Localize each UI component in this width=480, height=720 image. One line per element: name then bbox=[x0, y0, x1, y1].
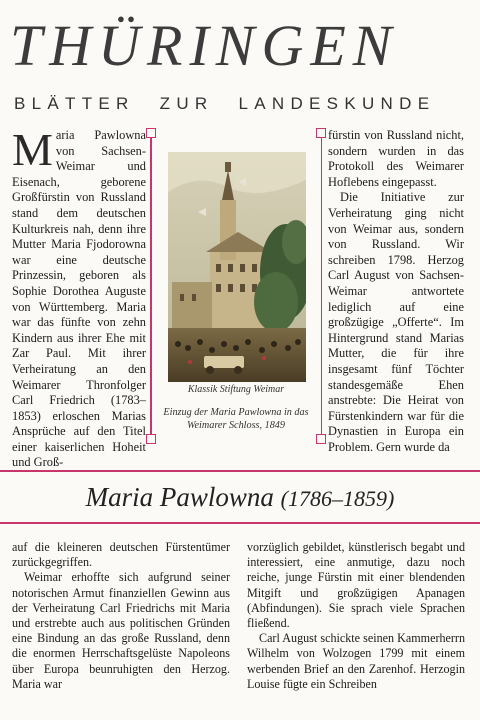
masthead-subtitle: BLÄTTER ZUR LANDESKUNDE bbox=[14, 94, 436, 113]
headline-dates: (1786–1859) bbox=[280, 486, 395, 511]
article-headline bbox=[0, 482, 480, 513]
frame-corner-top-left bbox=[146, 128, 156, 138]
article-column-left bbox=[12, 124, 146, 471]
body-column-left bbox=[12, 540, 230, 692]
headline-name: Maria Pawlowna bbox=[85, 482, 274, 512]
body-col1-p2: Weimar erhoffte sich aufgrund seiner notorischen Armut finanziellen Gewinn aus der Verheiratung Carl Friedrichs mit Maria und erstrebte auch aus politischen Gründen eine Bindung an das große Russland, denn die enormen Herrschaftsgelüste Napoleons über Europa beunruhigten den Herzog. Maria war bbox=[12, 570, 230, 691]
intro-text-left: aria Pawlowna von Sachsen-Weimar und Eisenach, geborene Großfürstin von Russland stand dem deutschen Kulturkreis nah, denn ihre Mutter Maria Fjodorowna war eine deutsche Prinzessin, geboren als Sophie Dorothea Auguste von Württemberg. Maria war das fünfte von zehn Kindern aus ihrer Ehe mit Zar Paul. Mit ihrer Verheiratung an den Weimarer Thronfolger Carl Friedrich (1783–1853) erloschen Marias Ansprüche auf den Titel einer kaiserlichen Hoheit und Groß- bbox=[12, 128, 146, 470]
article-column-right bbox=[328, 128, 464, 455]
body-col1-p1: auf die kleineren deutschen Fürstentümer zurückgegriffen. bbox=[12, 540, 230, 570]
masthead-title: THÜRINGEN bbox=[10, 13, 399, 78]
intro-text-right-p2: Die Initiative zur Verheiratung ging nicht von Weimar aus, sondern von Russland. Wir schreiben 1798. Herzog Carl August von Sachsen-Weimar antwortete lediglich auf eine großzügige „Offerte“. Im Hintergrund stand Marias Mutter, die für ihre insgesamt fünf Töchter standesgemäße Ehen anstrebte: Die Heirat von Fürstenkindern war für die Dynastien in Europa ein Problem. Gern wurde da bbox=[328, 190, 464, 454]
painting-illustration bbox=[168, 152, 306, 382]
figure-credit: Klassik Stiftung Weimar bbox=[187, 384, 285, 395]
body-column-right bbox=[247, 540, 465, 692]
figure-caption: Einzug der Maria Pawlowna in das Weimarer Schloss, 1849 bbox=[163, 407, 309, 431]
body-col2-p2: Carl August schickte seinen Kammerherrn Wilhelm von Wolzogen 1799 mit einem werbenden Brief an den Zarenhof. Herzogin Louise fügte ein Schreiben bbox=[247, 631, 465, 691]
headline-rule-bottom bbox=[0, 522, 480, 524]
drop-cap: M bbox=[12, 124, 53, 175]
intro-text-right-p1: fürstin von Russland nicht, sondern wurden in das Protokoll des Weimarer Hoflebens eingepasst. bbox=[328, 128, 464, 189]
figure-frame bbox=[150, 128, 322, 444]
frame-corner-bottom-left bbox=[146, 434, 156, 444]
body-col2-p1: vorzüglich gebildet, künstlerisch begabt und interessiert, eine anmutige, dazu noch reiche, junge Fürstin mit einer blendenden Mitgift und großzügigen Apanagen (Abfindungen). Sie sprach viele Sprachen fließend. bbox=[247, 540, 465, 631]
frame-corner-bottom-right bbox=[316, 434, 326, 444]
painting-image bbox=[168, 152, 306, 382]
frame-corner-top-right bbox=[316, 128, 326, 138]
headline-rule-top bbox=[0, 470, 480, 472]
